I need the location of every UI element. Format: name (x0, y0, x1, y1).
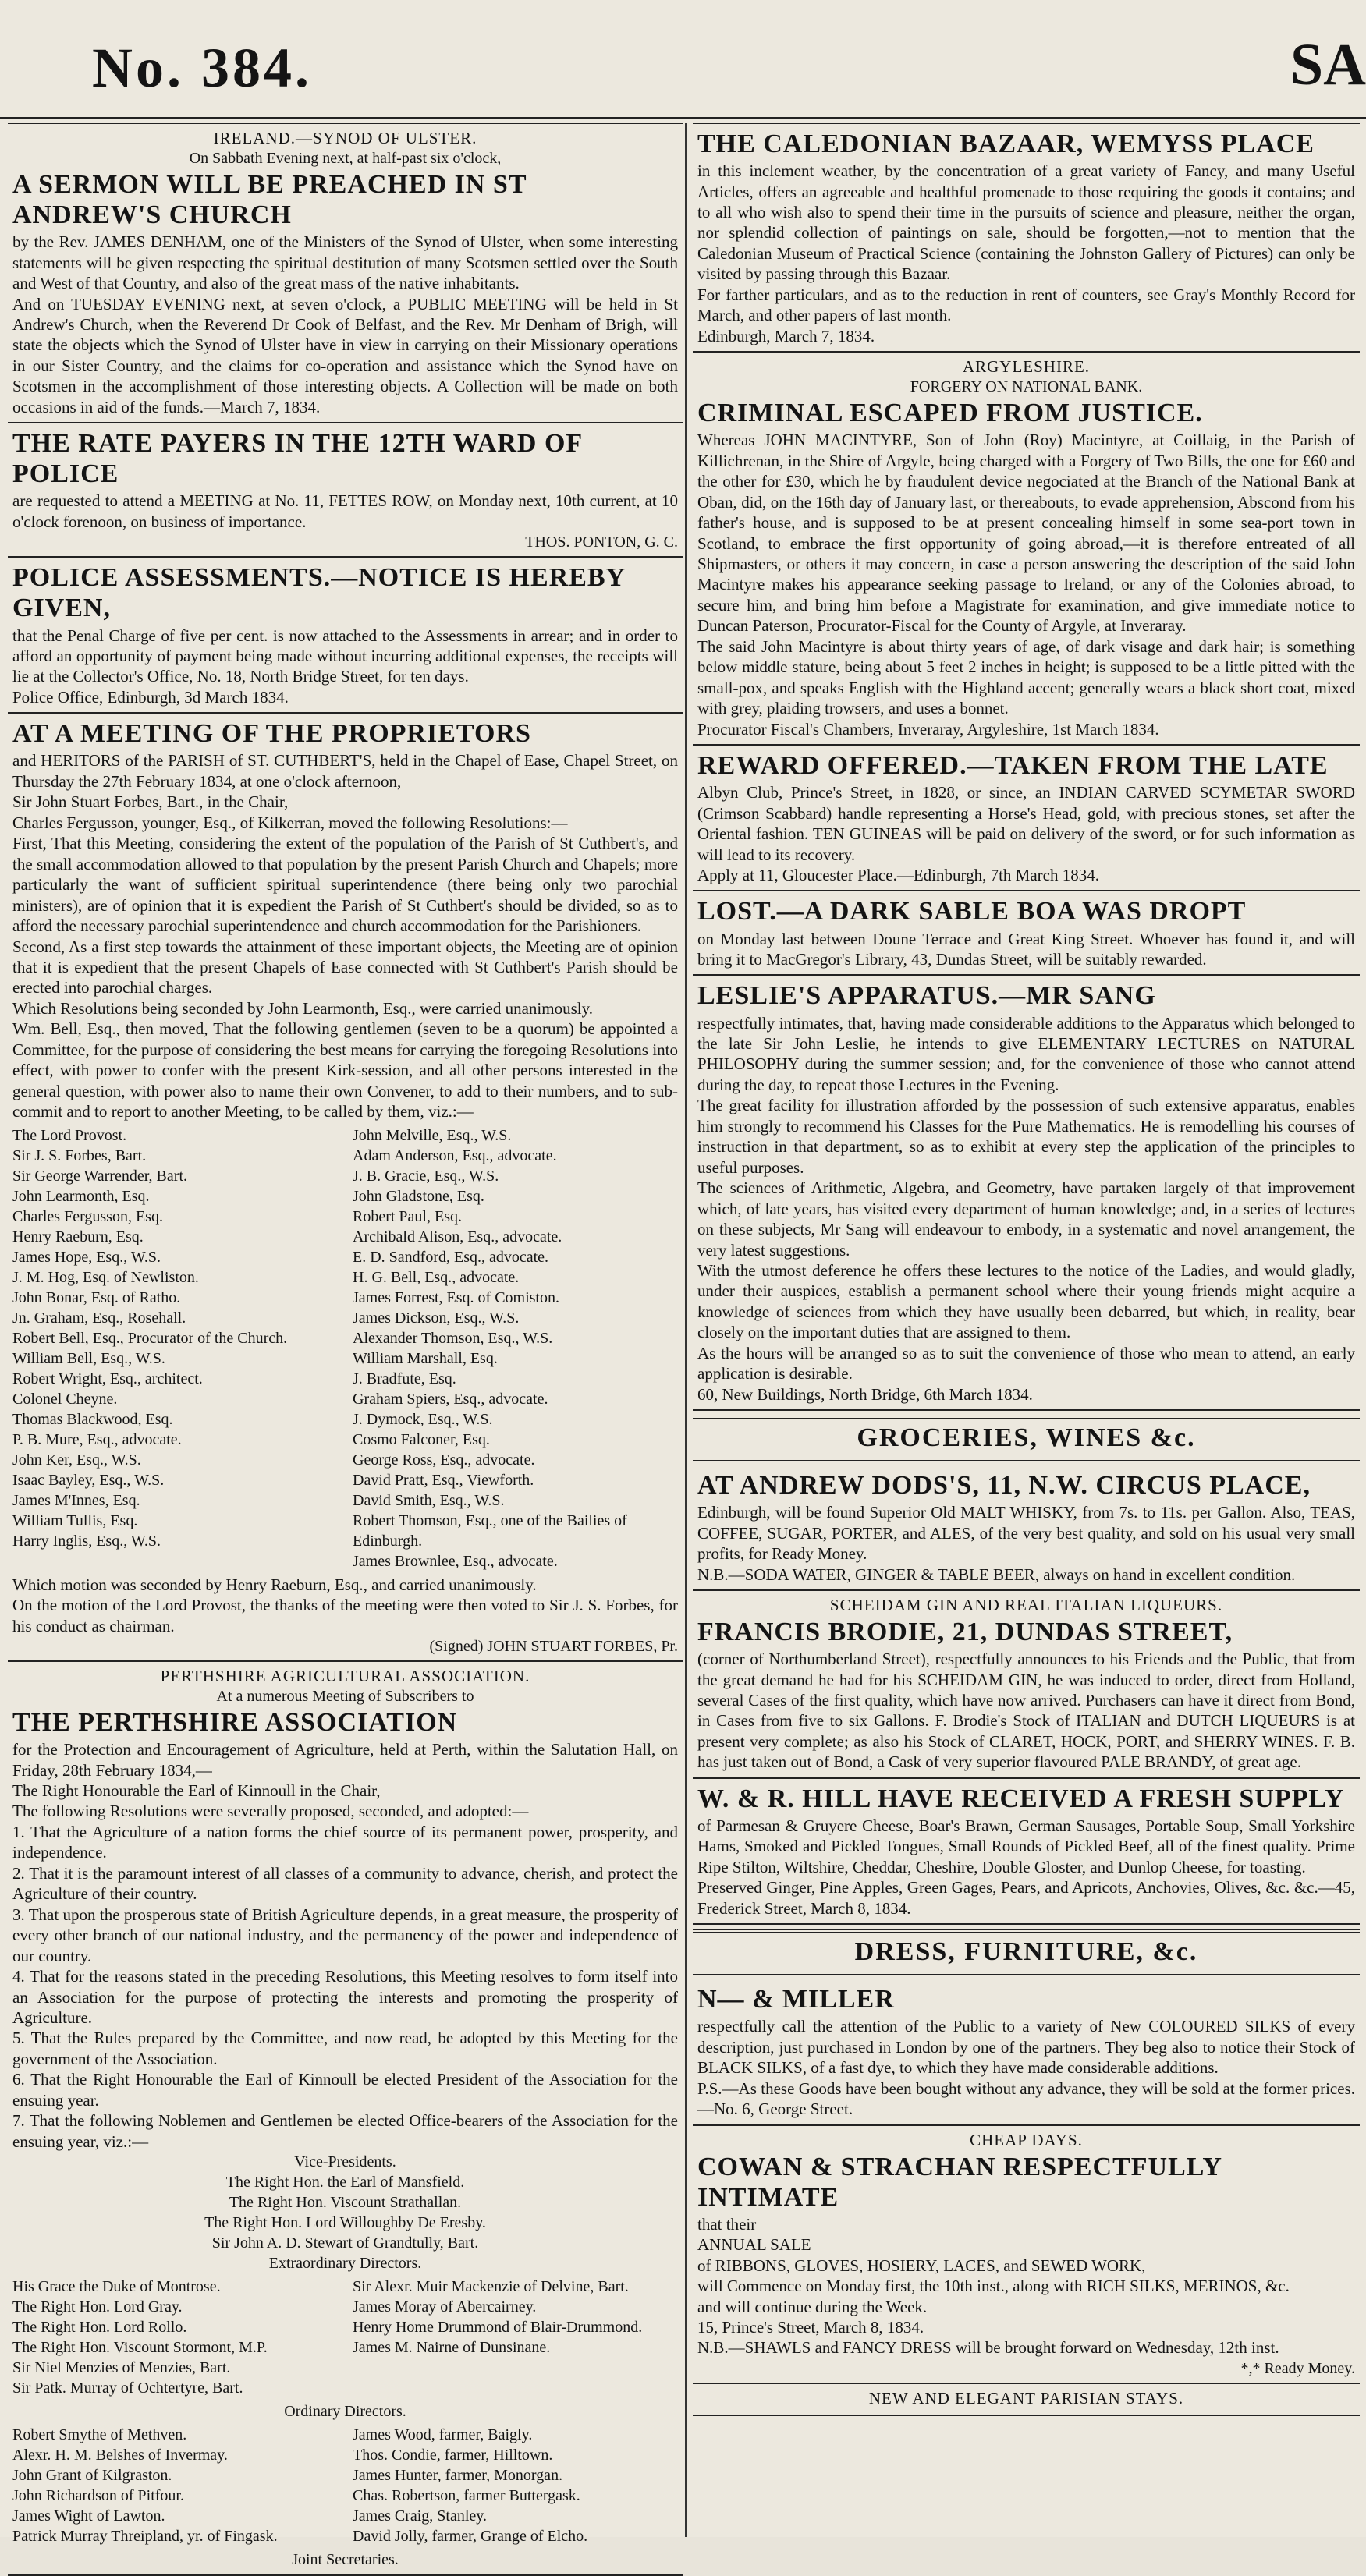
name-entry: Chas. Robertson, farmer Buttergask. (353, 2487, 580, 2505)
name-entry: Sir Patk. Murray of Ochtertyre, Bart. (12, 2379, 243, 2397)
name-list-column (12, 1125, 338, 1571)
name-entry: James Hope, Esq., W.S. (12, 1248, 161, 1266)
ad-headline: W. & R. HILL HAVE RECEIVED A FRESH SUPPLY (697, 1784, 1345, 1813)
name-entry: Graham Spiers, Esq., advocate. (353, 1390, 548, 1408)
name-entry: J. M. Hog, Esq. of Newliston. (12, 1268, 199, 1286)
ad-headline: POLICE ASSESSMENTS.—NOTICE IS HEREBY GIVEN, (12, 563, 625, 623)
ad-body: are requested to attend a MEETING at No. 11, FETTES ROW, on Monday next, 10th current, at 10 o'clock forenoon, on business of importance. (12, 491, 678, 531)
ad-body: on Monday last between Doune Terrace and Great King Street. Whoever has found it, and will bring it to MacGregor's Library, 43, Dundas Street, will be suitably rewarded. (697, 929, 1355, 969)
advertisement (8, 558, 683, 714)
name-list (12, 2277, 678, 2398)
ad-body: of Parmesan & Gruyere Cheese, Boar's Brawn, German Sausages, Portable Soup, Small Yorkshire Hams, Smoked and Pickled Tongues, Small Rounds of Pickled Beef, all of the finest quality. Prime Ripe Stilton, Wiltshire, Cheddar, Cheshire, Double Gloster, and Dunlop Cheese, for toasting. Preserved Ginger, Pine Apples, Green Gages, Pears, and Apricots, Anchovies, Olives, &c. &c.—45, Frederick Street, March 8, 1834. (697, 1816, 1355, 1918)
name-entry: The Lord Provost. (12, 1126, 127, 1144)
name-entry: E. D. Sandford, Esq., advocate. (353, 1248, 549, 1266)
name-entry: James Craig, Stanley. (353, 2507, 488, 2525)
ad-headline: COWAN & STRACHAN RESPECTFULLY INTIMATE (697, 2152, 1222, 2212)
name-entry: Adam Anderson, Esq., advocate. (353, 1146, 557, 1164)
ad-headline: THE PERTHSHIRE ASSOCIATION (12, 1707, 458, 1737)
ad-subheading: On Sabbath Evening next, at half-past six o'clock, (189, 150, 502, 167)
ad-headline: A SERMON WILL BE PREACHED IN ST ANDREW'S CHURCH (12, 170, 527, 230)
column-rule (685, 123, 687, 2537)
ad-body: by the Rev. JAMES DENHAM, one of the Ministers of the Synod of Ulster, when some interesting statements will be given respecting the spiritual destitution of many Scotsmen settled over the South and West of that Country, and also of the great mass of the native inhabitants. And on TUESDAY EVENING next, at seven o'clock, a PUBLIC MEETING will be held in St Andrew's Church, when the Reverend Dr Cook of Belfast, and the Rev. Mr Denham of Brigh, will state the objects which the Synod of Ulster have in view in carrying on their Missionary operations in our Sister Country, and the claims for co-operation and assistance which the Synod have on Scotsmen in the accomplishment of those interesting objects. A Collection will be made on both occasions in aid of the funds.—March 7, 1834. (12, 232, 678, 416)
name-list-column (346, 1125, 678, 1571)
name-entry: George Ross, Esq., advocate. (353, 1451, 535, 1469)
name-entry: Thomas Blackwood, Esq. (12, 1410, 173, 1428)
masthead (0, 0, 1366, 119)
name-entry: Archibald Alison, Esq., advocate. (353, 1228, 562, 1245)
ad-body-continued: Which motion was seconded by Henry Raeburn, Esq., and carried unanimously. On the motion of the Lord Provost, the thanks of the meeting were then voted to Sir J. S. Forbes, for his conduct as chairman. (12, 1575, 678, 1635)
name-list-column (346, 2277, 678, 2398)
advertisement (8, 714, 683, 1662)
name-entry: James Wood, farmer, Baigly. (353, 2426, 533, 2444)
name-entry: John Learmonth, Esq. (12, 1187, 150, 1205)
name-list-column (346, 2425, 678, 2546)
advertisement (693, 1591, 1360, 1779)
ad-body: (corner of Northumberland Street), respectfully announces to his Friends and the Public, that from the great demand he had for his SCHEIDAM GIN, he was induced to order, direct from Holland, several Cases of the first quality, which have now arrived. Purchasers can have it direct from Bond, in Cases from five to six Gallons. F. Brodie's Stock of ITALIAN and DUTCH LIQUEURS is at present very complete; as also his Stock of CLARET, HOCK, PORT, and SHERRY WINES. F. B. has just taken out of Bond, a Cask of very superior flavoured PALE BRANDY, of great age. (697, 1649, 1355, 1772)
name-entry: James Moray of Abercairney. (353, 2298, 537, 2316)
name-entry: John Gladstone, Esq. (353, 1187, 484, 1205)
ad-body: and HERITORS of the PARISH of ST. CUTHBERT'S, held in the Chapel of Ease, Chapel Street, on Thursday the 27th February 1834, at one o'clock afternoon, Sir John Stuart Forbes, Bart., in the Chair, Charles Fergusson, younger, Esq., of Kilkerran, moved the following Resolutions:— First, That this Meeting, considering the extent of the population of the Parish of St Cuthbert's, and the small accommodation allowed to that population by the present Parish Church and Chapels; more particularly the want of sufficient spiritual superintendence (there being only two parochial ministers), are of opinion that it is expedient the Parish of St Cuthbert's should be divided, so as to afford the necessary parochial superintendence and church accommodation for the Parishioners. Second, As a first step towards the attainment of these important objects, the Meeting are of opinion that it is expedient that the present Chapels of Ease connected with St Cuthbert's Parish should be erected into parochial charges. Which Resolutions being seconded by John Learmonth, Esq., were carried unanimously. Wm. Bell, Esq., then moved, That the following gentlemen (seven to be a quorum) be appointed a Committee, for the purpose of considering the best means for carrying the foregoing Resolutions into effect, with power to confer with the present Kirk-session, and all other persons interested in the general question, with power also to name their own Convener, to add to their numbers, and to sub-commit and to report to another Meeting, to be called by them, viz.:— (12, 751, 678, 1121)
name-entry: Alexander Thomson, Esq., W.S. (353, 1329, 553, 1347)
ad-body: that their ANNUAL SALE of RIBBONS, GLOVES, HOSIERY, LACES, and SEWED WORK, will Commence on Monday first, the 10th inst., along with RICH SILKS, MERINOS, &c. and will continue during the Week. 15, Prince's Street, March 8, 1834. N.B.—SHAWLS and FANCY DRESS will be brought forward on Wednesday, 12th inst. (697, 2214, 1290, 2358)
name-entry: Patrick Murray Threipland, yr. of Fingask. (12, 2528, 278, 2546)
name-list-column (12, 2277, 338, 2398)
name-entry: John Grant of Kilgraston. (12, 2467, 172, 2485)
ad-signature: (Signed) JOHN STUART FORBES, Pr. (429, 1637, 678, 1655)
advertisement (693, 2126, 1360, 2384)
name-entry: Thos. Condie, farmer, Hilltown. (353, 2447, 553, 2464)
advertisement (693, 2384, 1360, 2416)
name-entry: John Richardson of Pitfour. (12, 2487, 184, 2505)
name-entry: Robert Smythe of Methven. (12, 2426, 187, 2444)
name-entry: Robert Bell, Esq., Procurator of the Church. (12, 1329, 288, 1347)
name-entry: The Right Hon. Lord Rollo. (12, 2319, 187, 2337)
ad-kicker: SCHEIDAM GIN AND REAL ITALIAN LIQUEURS. (829, 1596, 1223, 1615)
name-entry: Jn. Graham, Esq., Rosehall. (12, 1309, 186, 1327)
advertisement (8, 423, 683, 558)
ad-signature: *,* Ready Money. (1240, 2359, 1355, 2377)
name-entry: Sir George Warrender, Bart. (12, 1167, 187, 1185)
ad-headline: CRIMINAL ESCAPED FROM JUSTICE. (697, 399, 1203, 428)
name-entry: Isaac Bayley, Esq., W.S. (12, 1471, 165, 1489)
ad-body: in this inclement weather, by the concentration of a great variety of Fancy, and many Useful Articles, offers an agreeable and healthful promenade to those requiring the goods it contains; and to all who wish also to spend their time in the pursuits of science and pleasure, neither the organ, nor splendid collection of paintings on sale, should be forgotten,—not to mention that the Caledonian Museum of Practical Science (containing the Johnston Gallery of Pictures) can only be visited by passing through this Bazaar. For farther particulars, and as to the reduction in rent of counters, see Gray's Monthly Record for March, and other papers of last month. Edinburgh, March 7, 1834. (697, 161, 1355, 345)
name-entry: H. G. Bell, Esq., advocate. (353, 1268, 520, 1286)
name-entry: John Bonar, Esq. of Ratho. (12, 1288, 181, 1306)
name-entry: David Pratt, Esq., Viewforth. (353, 1471, 534, 1489)
name-entry: David Jolly, farmer, Grange of Elcho. (353, 2528, 588, 2546)
name-entry: Robert Wright, Esq., architect. (12, 1369, 203, 1387)
ad-body: Edinburgh, will be found Superior Old MALT WHISKY, from 7s. to 11s. per Gallon. Also, TEAS, COFFEE, SUGAR, PORTER, and ALES, of the very best quality, and sold on his usual very small profits, for Ready Money. N.B.—SODA WATER, GINGER & TABLE BEER, always on hand in excellent condition. (697, 1503, 1355, 1584)
advertisement (693, 1979, 1360, 2125)
ad-headline: N— & MILLER (697, 1985, 895, 2014)
name-entry: Alexr. H. M. Belshes of Invermay. (12, 2447, 228, 2464)
section-heading: GROCERIES, WINES &c. (693, 1416, 1360, 1461)
ad-kicker: NEW AND ELEGANT PARISIAN STAYS. (868, 2388, 1184, 2408)
advertisement (8, 123, 683, 423)
name-entry: James Hunter, farmer, Monorgan. (353, 2467, 563, 2485)
name-entry: John Melville, Esq., W.S. (353, 1126, 512, 1144)
ad-headline: LESLIE'S APPARATUS.—MR SANG (697, 981, 1156, 1011)
name-entry: The Right Hon. Viscount Stormont, M.P. (12, 2339, 268, 2357)
name-entry: Cosmo Falconer, Esq. (353, 1430, 490, 1448)
issue-number: No. 384. (92, 37, 312, 99)
name-entry: The Right Hon. the Earl of Mansfield. (225, 2174, 465, 2192)
name-entry: William Bell, Esq., W.S. (12, 1349, 165, 1367)
name-entry: James M. Nairne of Dunsinane. (353, 2339, 551, 2357)
name-entry: James Dickson, Esq., W.S. (353, 1309, 520, 1327)
advertisement (693, 1779, 1360, 1925)
name-entry: Sir John A. D. Stewart of Grandtully, Bart. (211, 2234, 479, 2252)
name-entry: J. Dymock, Esq., W.S. (353, 1410, 493, 1428)
ad-body: respectfully call the attention of the Public to a variety of New COLOURED SILKS of every description, just purchased in London by one of the partners. They beg also to notice their Stock of BLACK SILKS, of a fast dye, to which they have made considerable additions. P.S.—As these Goods have been bought without any advance, they will be sold at the former prices.—No. 6, George Street. (697, 2017, 1355, 2119)
name-list (12, 1125, 678, 1571)
ad-headline: LOST.—A DARK SABLE BOA WAS DROPT (697, 897, 1247, 927)
ad-headline: THE CALEDONIAN BAZAAR, WEMYSS PLACE (697, 129, 1315, 158)
name-entry: Harry Inglis, Esq., W.S. (12, 1532, 161, 1550)
name-entry: Colonel Cheyne. (12, 1390, 118, 1408)
ad-signature: THOS. PONTON, G. C. (525, 533, 678, 551)
ad-headline: AT ANDREW DODS'S, 11, N.W. CIRCUS PLACE, (697, 1471, 1311, 1501)
name-entry: John Ker, Esq., W.S. (12, 1451, 141, 1469)
ad-subheading: FORGERY ON NATIONAL BANK. (910, 378, 1143, 396)
name-entry: Charles Fergusson, Esq. (12, 1207, 163, 1225)
name-entry: James Wight of Lawton. (12, 2507, 165, 2525)
advertisement (693, 353, 1360, 746)
right-column (693, 123, 1360, 2533)
ad-headline: FRANCIS BRODIE, 21, DUNDAS STREET, (697, 1618, 1233, 1647)
office-bearers-heading: Vice-Presidents. (294, 2153, 396, 2171)
name-entry: The Right Hon. Lord Willoughby De Eresby. (204, 2214, 486, 2232)
ad-headline: AT A MEETING OF THE PROPRIETORS (12, 719, 531, 749)
name-list-column (12, 2425, 338, 2546)
name-entry: Henry Home Drummond of Blair-Drummond. (353, 2319, 643, 2337)
ad-body: Whereas JOHN MACINTYRE, Son of John (Roy) Macintyre, at Coillaig, in the Parish of Killichrenan, in the Shire of Argyle, being charged with a Forgery of Two Bills, the one for £60 and the other for £30, which he by fraudulent device negociated at the Branch of the National Bank at Oban, did, on the 16th day of January last, or thereabouts, to evade apprehension, Abscond from his father's house, and is supposed to be at present concealing himself in some sea-port town in Scotland, to embrace the first opportunity of going abroad,—it is therefore entreated of all Shipmasters, or others it may concern, in case a person answering the description of the said John Macintyre makes his appearance seeking passage to Ireland, or any of the Colonies abroad, to secure him, and bring him before a Magistrate for examination, and give immediate notice to Duncan Paterson, Procurator-Fiscal for the County of Argyle, at Inveraray. The said John Macintyre is about thirty years of age, of dark visage and dark hair; is something below middle stature, being about 5 feet 2 inches in height; is supposed to be a little pitted with the small-pox, and speaks English with the Highland accent; generally wears a black short coat, mixed with grey, plaiding trowsers, and uses a bonnet. Procurator Fiscal's Chambers, Inveraray, Argyleshire, 1st March 1834. (697, 431, 1355, 739)
name-entry: J. B. Gracie, Esq., W.S. (353, 1167, 499, 1185)
name-entry: James Brownlee, Esq., advocate. (353, 1552, 558, 1570)
office-bearers-heading: Extraordinary Directors. (268, 2255, 422, 2273)
ad-kicker: CHEAP DAYS. (970, 2130, 1083, 2149)
ad-kicker: ARGYLESHIRE. (962, 357, 1091, 377)
advertisement (8, 1662, 683, 2576)
name-entry: Sir J. S. Forbes, Bart. (12, 1146, 147, 1164)
name-entry: The Right Hon. Viscount Strathallan. (229, 2194, 462, 2212)
office-bearers-heading: Ordinary Directors. (284, 2403, 406, 2421)
masthead-title-fragment: SA (1290, 32, 1366, 97)
ad-kicker: PERTHSHIRE AGRICULTURAL ASSOCIATION. (160, 1666, 530, 1685)
ad-body: Albyn Club, Prince's Street, in 1828, or since, an INDIAN CARVED SCYMETAR SWORD (Crimson Scabbard) handle representing a Horse's Head, gold, with precious stones, set after the Oriental fashion. TEN GUINEAS will be paid on delivery of the sword, or for such information as will lead to its recovery. Apply at 11, Gloucester Place.—Edinburgh, 7th March 1834. (697, 783, 1355, 884)
name-entry: David Smith, Esq., W.S. (353, 1491, 505, 1509)
ad-body: that the Penal Charge of five per cent. is now attached to the Assessments in arrear; and in order to afford an opportunity of payment being made without incurring additional expenses, the receipts will lie at the Collector's Office, No. 18, North Bridge Street, for ten days. Police Office, Edinburgh, 3d March 1834. (12, 625, 678, 707)
advertisement (693, 123, 1360, 353)
advertisement (693, 976, 1360, 1411)
office-bearers-heading: Joint Secretaries. (292, 2551, 399, 2569)
ad-headline: REWARD OFFERED.—TAKEN FROM THE LATE (697, 751, 1329, 781)
ad-body: for the Protection and Encouragement of Agriculture, held at Perth, within the Salutation Hall, on Friday, 28th February 1834,— The Right Honourable the Earl of Kinnoull in the Chair, The following Resolutions were severally proposed, seconded, and adopted:— 1. That the Agriculture of a nation forms the chief source of its permanent power, prosperity, and independence. 2. That it is the paramount interest of all classes of a community to advance, cherish, and protect the Agriculture of their country. 3. That upon the prosperous state of British Agriculture depends, in a great measure, the prosperity of every other branch of our national industry, and the permanency of the power and independence of our country. 4. That for the reasons stated in the preceding Resolutions, this Meeting resolves to form itself into an Association for the purpose of protecting the interests and promoting the prosperity of Agriculture. 5. That the Rules prepared by the Committee, and now read, be adopted by this Meeting for the government of the Association. 6. That the Right Honourable the Earl of Kinnoull be elected President of the Association for the ensuing year. 7. That the following Noblemen and Gentlemen be elected Office-bearers of the Association for the ensuing year, viz.:— (12, 1740, 678, 2151)
name-entry: P. B. Mure, Esq., advocate. (12, 1430, 182, 1448)
ad-body: respectfully intimates, that, having made considerable additions to the Apparatus which belonged to the late Sir John Leslie, he intends to give ELEMENTARY LECTURES on NATURAL PHILOSOPHY during the summer session; and, for the convenience of those who cannot attend during the day, to repeat those Lectures in the Evening. The great facility for illustration afforded by the possession of such extensive apparatus, enables him strongly to recommend his Classes for the Pure Mathematics. He is remodelling his courses of instruction in that department, so as to exhibit at every step the application of the principles to useful purposes. The sciences of Arithmetic, Algebra, and Geometry, have partaken largely of that improvement which, of late years, has visited every department of human knowledge; and, in a series of lectures on these subjects, Mr Sang will endeavour to embody, in a systematic and novel arrangement, the very latest suggestions. With the utmost deference he offers these lectures to the notice of the Ladies, and would gladly, under their auspices, establish a permanent school where their young friends might acquire a knowledge of sciences from which they have usually been debarred, but which, in reality, bear closely on the important duties that are assigned to them. As the hours will be arranged so as to suit the convenience of those who mean to attend, an early application is desirable. 60, New Buildings, North Bridge, 6th March 1834. (697, 1013, 1355, 1404)
name-list (12, 2425, 678, 2546)
name-entry: The Right Hon. Lord Gray. (12, 2298, 183, 2316)
ad-subheading: At a numerous Meeting of Subscribers to (216, 1687, 474, 1705)
advertisement (693, 891, 1360, 976)
section-heading: DRESS, FURNITURE, &c. (693, 1929, 1360, 1975)
name-entry: James M'Innes, Esq. (12, 1491, 140, 1509)
ad-kicker: IRELAND.—SYNOD OF ULSTER. (213, 129, 477, 147)
name-entry: William Marshall, Esq. (353, 1349, 498, 1367)
advertisement (693, 1465, 1360, 1591)
name-entry: His Grace the Duke of Montrose. (12, 2278, 221, 2296)
name-entry: Sir Niel Menzies of Menzies, Bart. (12, 2359, 231, 2377)
name-entry: James Forrest, Esq. of Comiston. (353, 1288, 559, 1306)
name-entry: Robert Thomson, Esq., one of the Bailies of Edinburgh. (353, 1511, 627, 1550)
advertisement (693, 746, 1360, 891)
name-entry: Robert Paul, Esq. (353, 1207, 462, 1225)
name-entry: William Tullis, Esq. (12, 1511, 138, 1529)
name-entry: Henry Raeburn, Esq. (12, 1228, 144, 1245)
left-column (8, 123, 683, 2569)
ad-headline: THE RATE PAYERS IN THE 12TH WARD OF POLICE (12, 429, 582, 489)
name-entry: J. Bradfute, Esq. (353, 1369, 456, 1387)
name-entry: Sir Alexr. Muir Mackenzie of Delvine, Bart. (353, 2278, 629, 2296)
